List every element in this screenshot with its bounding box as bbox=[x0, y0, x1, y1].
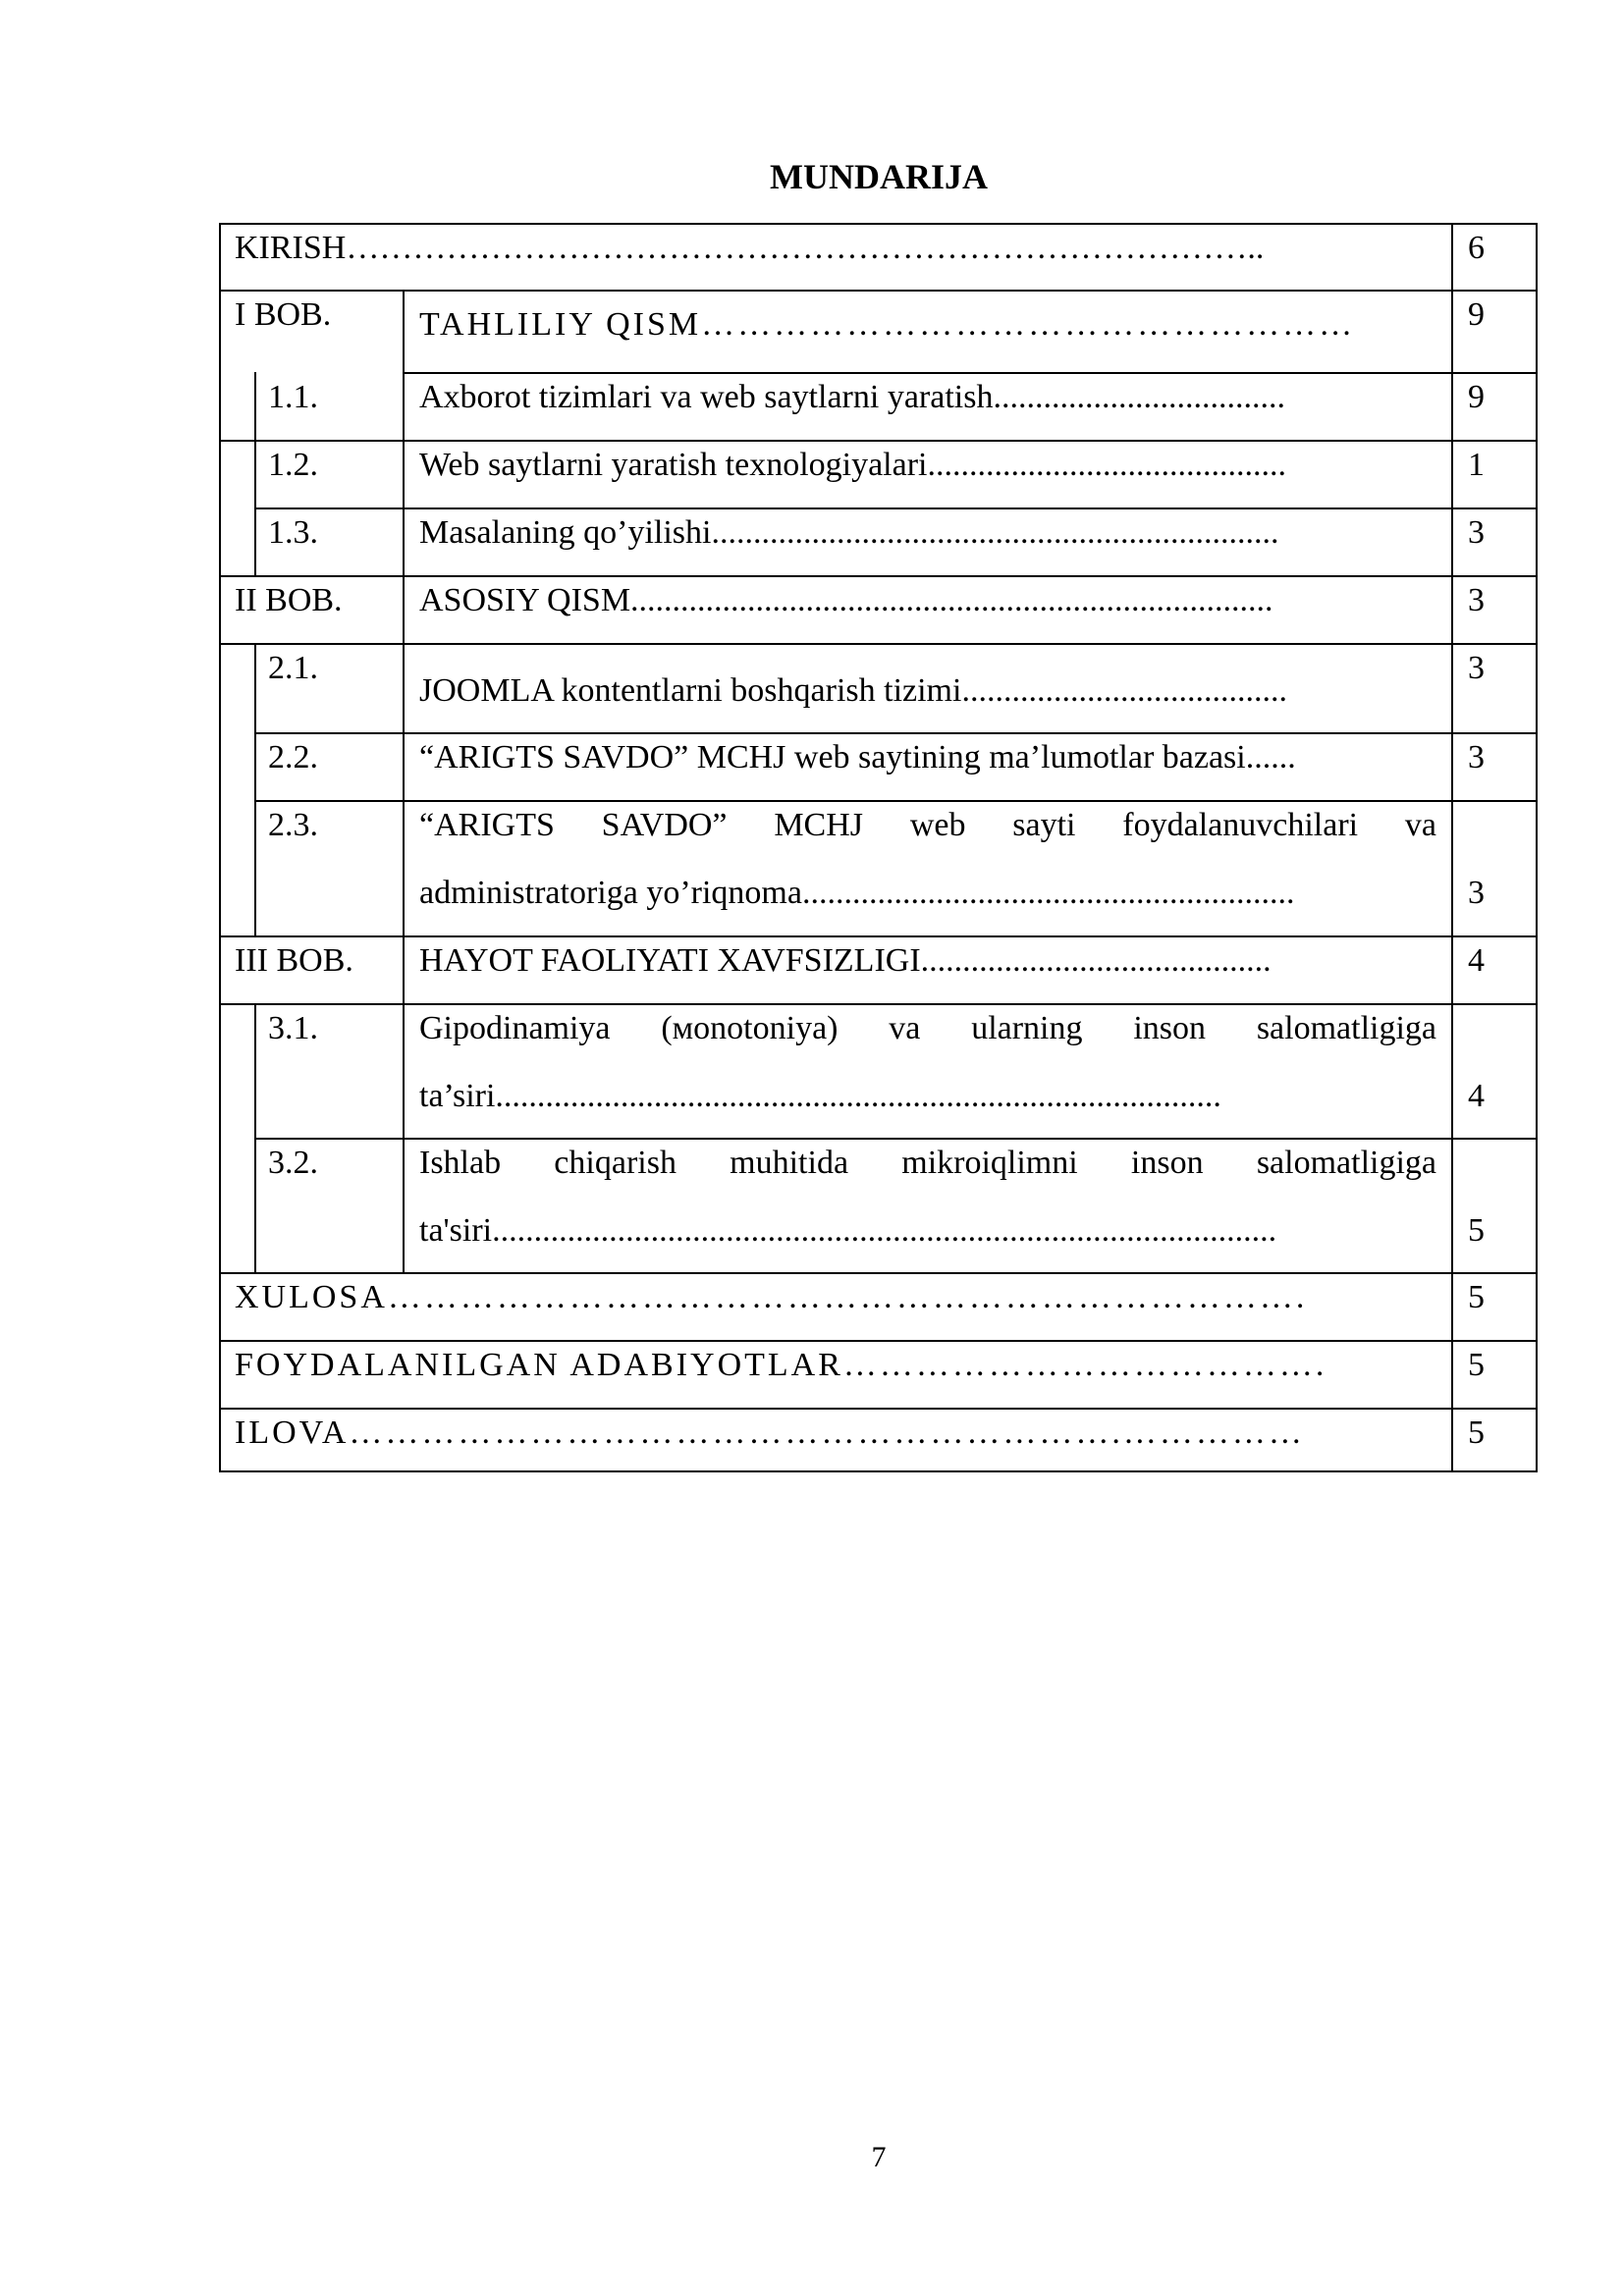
toc-entry-text: XULOSA…………………………………………………………………. bbox=[235, 1279, 1308, 1315]
toc-entry-page: 9 bbox=[1468, 296, 1485, 333]
toc-chapter-label: III BOB. bbox=[235, 942, 353, 979]
toc-entry-text: ASOSIY QISM............................................................................. bbox=[419, 582, 1273, 618]
page-title: MUNDARIJA bbox=[770, 157, 988, 196]
row-divider bbox=[254, 1138, 1538, 1140]
toc-entry-page: 3 bbox=[1468, 875, 1485, 911]
toc-entry-text: “ARIGTS SAVDO” MCHJ web sayti foydalanuvchilari va bbox=[419, 807, 1436, 843]
page-column-divider bbox=[1451, 225, 1453, 1472]
toc-entry-text: Ishlab chiqarish muhitida mikroiqlimni inson salomatligiga bbox=[419, 1145, 1436, 1181]
row-divider bbox=[403, 372, 1538, 374]
row-divider bbox=[221, 1272, 1538, 1274]
toc-entry-text: Gipodinamiya (мonotoniya) va ularning inson salomatligiga bbox=[419, 1010, 1436, 1046]
toc-entry-page: 9 bbox=[1468, 379, 1485, 415]
title-column-divider bbox=[403, 290, 405, 1272]
toc-entry-page: 5 bbox=[1468, 1279, 1485, 1315]
toc-entry-page: 5 bbox=[1468, 1212, 1485, 1249]
toc-entry-text-continued: administratoriga yo’riqnoma........................................................... bbox=[419, 875, 1295, 911]
toc-section-number: 1.3. bbox=[268, 514, 318, 551]
toc-section-number: 2.1. bbox=[268, 650, 318, 686]
toc-entry-page: 3 bbox=[1468, 582, 1485, 618]
row-divider bbox=[221, 575, 1538, 577]
table-of-contents bbox=[219, 223, 1538, 1472]
row-divider bbox=[254, 732, 1538, 734]
toc-entry-text: HAYOT FAOLIYATI XAVFSIZLIGI.......................................... bbox=[419, 942, 1272, 979]
toc-entry-text: KIRISH……………………………………………………………………….. bbox=[235, 230, 1265, 266]
row-divider bbox=[221, 643, 1538, 645]
toc-entry-text: TAHLILIY QISM……………………………………………… bbox=[419, 306, 1356, 343]
toc-entry-page: 4 bbox=[1468, 942, 1485, 979]
toc-section-number: 1.1. bbox=[268, 379, 318, 415]
toc-entry-page: 3 bbox=[1468, 650, 1485, 686]
indent-divider bbox=[254, 372, 256, 575]
toc-entry-page: 3 bbox=[1468, 514, 1485, 551]
toc-section-number: 3.1. bbox=[268, 1010, 318, 1046]
toc-entry-text: Masalaning qo’yilishi.................................................................... bbox=[419, 514, 1279, 551]
toc-entry-text-continued: ta’siri....................................................................................... bbox=[419, 1078, 1221, 1114]
row-divider bbox=[254, 507, 1538, 509]
toc-entry-text: Web saytlarni yaratish texnologiyalari........................................... bbox=[419, 447, 1286, 483]
toc-entry-page: 1 bbox=[1468, 447, 1485, 483]
row-divider bbox=[254, 800, 1538, 802]
toc-entry-page: 5 bbox=[1468, 1415, 1485, 1451]
row-divider bbox=[221, 1408, 1538, 1410]
row-divider bbox=[221, 935, 1538, 937]
row-divider bbox=[221, 290, 1538, 292]
toc-entry-text: JOOMLA kontentlarni boshqarish tizimi....................................... bbox=[419, 672, 1287, 709]
toc-entry-page: 3 bbox=[1468, 739, 1485, 775]
row-divider bbox=[221, 1003, 1538, 1005]
toc-entry-page: 6 bbox=[1468, 230, 1485, 266]
toc-chapter-label: I BOB. bbox=[235, 296, 332, 333]
toc-entry-text: Axborot tizimlari va web saytlarni yaratish................................... bbox=[419, 379, 1285, 415]
toc-chapter-label: II BOB. bbox=[235, 582, 343, 618]
row-divider bbox=[221, 1340, 1538, 1342]
toc-entry-text: ILOVA……………………………………………………….…………… bbox=[235, 1415, 1305, 1451]
toc-section-number: 2.2. bbox=[268, 739, 318, 775]
toc-entry-text-continued: ta'siri.............................................................................................. bbox=[419, 1212, 1277, 1249]
toc-entry-page: 4 bbox=[1468, 1078, 1485, 1114]
toc-entry-text: FOYDALANILGAN ADABIYOTLAR…………………………………. bbox=[235, 1347, 1327, 1383]
toc-entry-text: “ARIGTS SAVDO” MCHJ web saytining ma’lumotlar bazasi...... bbox=[419, 739, 1296, 775]
row-divider bbox=[221, 440, 1538, 442]
indent-divider bbox=[254, 1003, 256, 1272]
toc-section-number: 1.2. bbox=[268, 447, 318, 483]
toc-section-number: 3.2. bbox=[268, 1145, 318, 1181]
page-number: 7 bbox=[871, 2141, 887, 2173]
toc-entry-page: 5 bbox=[1468, 1347, 1485, 1383]
toc-section-number: 2.3. bbox=[268, 807, 318, 843]
indent-divider bbox=[254, 643, 256, 935]
